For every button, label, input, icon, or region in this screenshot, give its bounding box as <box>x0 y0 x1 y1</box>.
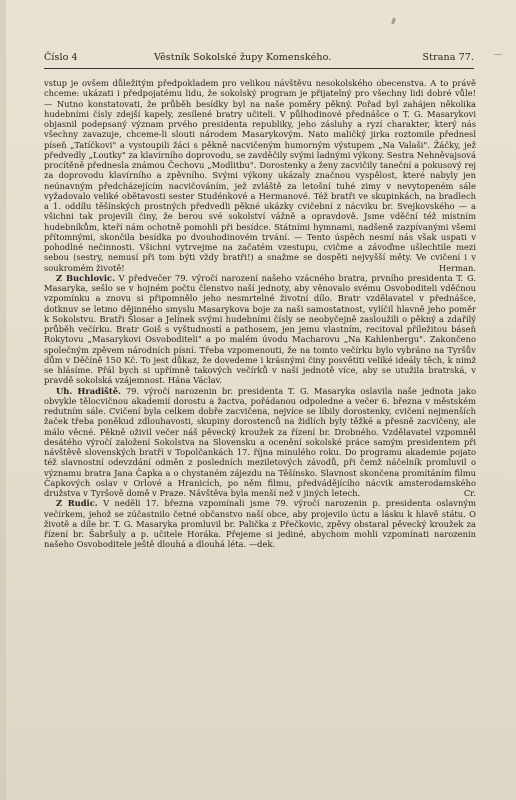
paragraph <box>44 78 476 273</box>
report-heading: Uh. Hradiště. <box>56 385 121 396</box>
paragraph-text: V předvečer 79. výročí narození našeho vzácného bratra, prvního presidenta T. G. Masaryka, sešlo se v hojném počtu členstvo naší jednoty, aby věnovalo svému Osvoboditeli vděčnou vzpomínku a znovu si připomnělo jeho nesmrtelné životní dílo. Bratr vzdělavatel v přednášce, dotknuv se letmo dějinného smyslu Masarykova boje za naši samostatnost, vylíčil hlavně jeho poměr k Sokolstvu. Bratři Šlosar a Jelínek svými hudebními čísly se neobyčejně zasloužili o pěkný a zdařilý průběh večírku. Bratr Goiš s vyštudností a pathosem, jen jemu vlastním, recitoval příležitou báseň Rokytovu „Masarykovi Osvoboditeli" a po malém úvodu Macharovu „Na Kahlenbergu". Zakončeno společným zpěvem národních písní. Třeba vzpomenouti, že na tomto večírku bylo vybráno na Tyršův dům v Děčíně 150 Kč. To jest důkaz, že dovedeme i krásnými činy posvětiti veliké ideály těch, k nimž se hlásíme. Přál bych si upřímně takových večírků v naší jednotě více, aby se utužila bratrská, v pravdě sokolská vzájemnost. Hána Václav. <box>44 272 476 386</box>
ink-mark <box>391 18 396 25</box>
publication-title: Věstník Sokolské župy Komenského. <box>154 52 332 63</box>
signature: Cr. <box>463 488 476 498</box>
paragraph-text: 79. výročí narozenin br. presidenta T. G. Masaryka oslavila naše jednota jako obvykle tělocvičnou akademií dorostu a žactva, pořádanou odpoledne a večer 6. března v městském redutním sále. Cvičení byla celkem dobře zacvičena, nejvíce se líbily dorostenky, cvičení nejmenších žaček třeba poněkud zdlouhavosti, skupiny dorostenců na židlích byly těžké a přesně zacvičeny, ale málo věcné. Pěkně oživil večer náš pěvecký kroužek za řízení br. Drobného. Vzdělavatel vzpomněl desátého výročí založení Sokolstva na Slovensku a ocenění sokolské práce samým presidentem při návštěvě slovenských bratří v Topolčankách 17. října minulého roku. Do programu akademie pojato též slavnostní odevzdání odměn z posledních meziletových závodů, při čemž náčelník promluvil o významu bratra Jana Čapka a o chystaném zájezdu na Těšínsko. Slavnost skončena promítáním filmu Čapkových oslav v Orlové a Hranicích, po něm filmu, předvádějícího nácvik amsterodamského družstva v Tyršově domě v Praze. Návštěva byla menší než v jiných letech. <box>44 385 476 498</box>
report-heading: Z Buchlovic. <box>56 272 116 283</box>
paragraph <box>44 273 476 386</box>
running-header <box>44 52 474 66</box>
paragraph <box>44 498 476 549</box>
page-number: Strana 77. <box>422 52 474 63</box>
ink-mark <box>494 54 502 55</box>
paragraph <box>44 386 476 499</box>
page-edge <box>0 0 6 800</box>
paragraph-text: V neděli 17. března vzpomínali jsme 79. výročí narozenin p. presidenta oslavným večírkem, jehož se zúčastnilo četné občanstvo naší obce, aby projevilo úctu a lásku k hlavě státu. O životě a díle br. T. G. Masaryka promluvil br. Palička z Přečkovic, zpěvy obstaral pěvecký kroužek za řízení br. Šabršuly a p. učitele Horáka. Přejeme si jediné, abychom mohli vzpomínati narozenin našeho Osvoboditele ještě dlouhá a dlouhá léta. —dek. <box>44 498 476 550</box>
issue-number: Číslo 4 <box>44 52 78 63</box>
article-body <box>44 78 476 550</box>
paragraph-text: vstup je ovšem důležitým předpokladem pro velikou návštěvu nesokolského obecenstva. A to právě chceme: ukázati i předpojatému lidu, že sokolský program je přijatelný pro všechny lidi dobré vůle! — Nutno konstatovati, že průběh besídky byl na naše poměry pěkný. Pořad byl zahájen několika hudebními čísly zdejší kapely, zesílené bratry učiteli. V půlhodinové přednášce o T. G. Masarykovi objasnil podepsaný význam prvého presidenta republiky, jeho zásluhy a ryzí charakter, který nás všechny zavazuje, chceme-li slouti národem Masarykovým. Nato maličký jirka roztomile přednesl píseň „Tatíčkovi" a vystoupili žáci s pěkně nacvičeným humorným výstupem „Na Valaši". Žáčky, jež předvedly „Loutky" za klavírního doprovodu, se zavděčily svými ladnými výkony. Sestra Nehněvajsová procítěně přednesla známou Čechovu „Modlitbu". Dorostenky a ženy zacvičily taneční a pokusový rej za doprovodu klavírního a zpěvního. Svými výkony ukázaly značnou vyspělost, které nabyly jen neúnavným předcházejícím nacvičováním, jež zvláště za letošní tuhé zimy v nevytopeném sále vyžadovalo veliké obětavosti sester Studénkové a Hermanové. Též bratři ve skupinkách, na bradlech a 1. oddílu těšínských prostných předvedli pěkné ukázky cvičební z nácviku br. Svejkovského — a všichni tak projevili činy, že berou své sokolství vážně a opravdově. Jsme vděční též místním hudebníkům, kteří nám ochotně pomohli při besídce. Státními hymnami, nadšeně zazpívanými všemi přítomnými, skončila besídka po dvouhodinovém trvání. — Tento úspěch nesmí nás však uspati v pohodlné nečinnosti. Všichni vytrvejme na začatém vzestupu, cvičme a závoďme ušlechtile mezi sebou (sestry, nemusí při tom býti vždy bratři!) a snažme se dospěti nejvyšší měty. Ve cvičení i v soukromém životě! <box>44 78 476 273</box>
report-heading: Z Rudic. <box>56 498 98 509</box>
header-rule <box>44 68 474 69</box>
signature: Herman. <box>438 262 476 273</box>
